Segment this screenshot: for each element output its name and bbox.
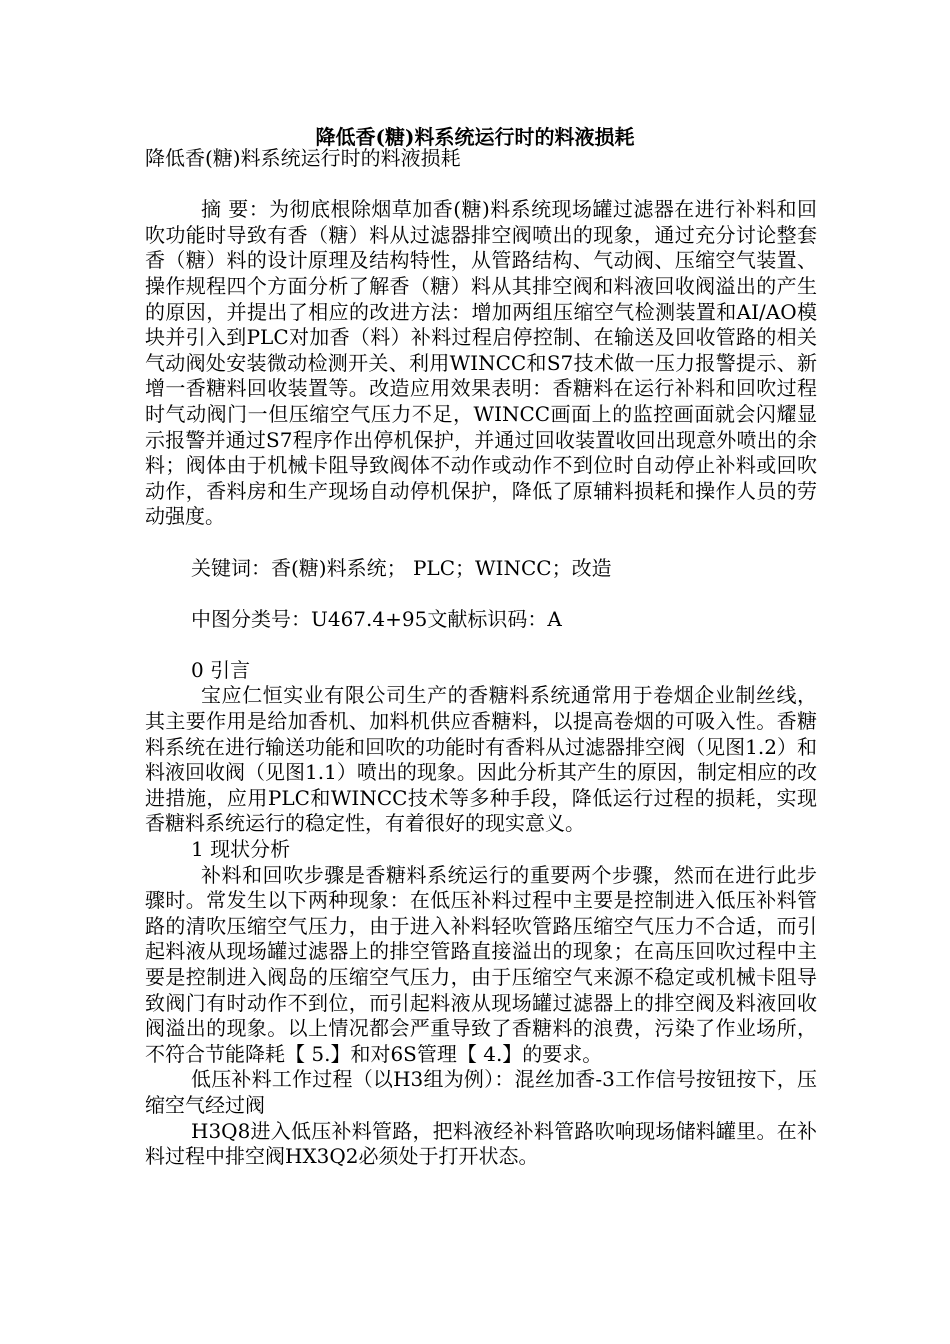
spacer	[145, 172, 817, 198]
document-body	[145, 146, 817, 1170]
document-subtitle: 降低香(糖)料系统运行时的料液损耗	[145, 146, 461, 170]
spacer	[145, 530, 817, 556]
spacer	[145, 632, 817, 658]
section-1-paragraph-2: 低压补料工作过程（以H3组为例）：混丝加香-3工作信号按钮按下，压缩空气经过阀	[145, 1067, 817, 1117]
keywords-line: 关键词：香(糖)料系统； PLC；WINCC；改造	[191, 555, 612, 580]
abstract-paragraph: 摘 要：为彻底根除烟草加香(糖)料系统现场罐过滤器在进行补料和回吹功能时导致有香（糖）料从过滤器排空阀喷出的现象，通过充分讨论整套香（糖）料的设计原理及结构特性，从管路结构、气动阀、压缩空气装置、操作规程四个方面分析了解香（糖）料从其排空阀和料液回收阀溢出的产生的原因，并提出了相应的改进方法：增加两组压缩空气检测装置和AI/AO模块并引入到PLC对加香（料）补料过程启停控制、在输送及回收管路的相关气动阀处安装微动检测开关、利用WINCC和S7技术做一压力报警提示、新增一香糖料回收装置等。改造应用效果表明：香糖料在运行补料和回吹过程时气动阀门一但压缩空气压力不足，WINCC画面上的监控画面就会闪耀显示报警并通过S7程序作出停机保护，并通过回收装置收回出现意外喷出的余料；阀体由于机械卡阻导致阀体不动作或动作不到位时自动停止补料或回吹动作，香料房和生产现场自动停机保护，降低了原辅料损耗和操作人员的劳动强度。	[145, 197, 817, 529]
section-1-heading: 1 现状分析	[191, 837, 291, 862]
section-0-paragraph: 宝应仁恒实业有限公司生产的香糖料系统通常用于卷烟企业制丝线，其主要作用是给加香机、加料机供应香糖料，以提高卷烟的可吸入性。香糖料系统在进行输送功能和回吹的功能时有香料从过滤器排空阀（见图1.2）和料液回收阀（见图1.1）喷出的现象。因此分析其产生的原因，制定相应的改进措施，应用PLC和WINCC技术等多种手段，降低运行过程的损耗，实现香糖料系统运行的稳定性，有着很好的现实意义。	[145, 683, 817, 836]
spacer	[145, 581, 817, 607]
section-0-heading: 0 引言	[191, 657, 251, 682]
classification-line: 中图分类号：U467.4+95文献标识码：A	[191, 606, 562, 631]
document-title: 降低香(糖)料系统运行时的料液损耗	[315, 125, 635, 149]
section-1-paragraph-3: H3Q8进入低压补料管路，把料液经补料管路吹响现场储料罐里。在补料过程中排空阀HX3Q2必须处于打开状态。	[145, 1118, 817, 1169]
section-1-paragraph: 补料和回吹步骤是香糖料系统运行的重要两个步骤，然而在进行此步骤时。常发生以下两种现象：在低压补料过程中主要是控制进入低压补料管路的清吹压缩空气压力，由于进入补料轻吹管路压缩空气压力不合适，而引起料液从现场罐过滤器上的排空管路直接溢出的现象；在高压回吹过程中主要是控制进入阀岛的压缩空气压力，由于压缩空气来源不稳定或机械卡阻导致阀门有时动作不到位，而引起料液从现场罐过滤器上的排空阀及料液回收阀溢出的现象。以上情况都会严重导致了香糖料的浪费，污染了作业场所，不符合节能降耗【 5.】和对6S管理【 4.】的要求。	[145, 862, 817, 1066]
